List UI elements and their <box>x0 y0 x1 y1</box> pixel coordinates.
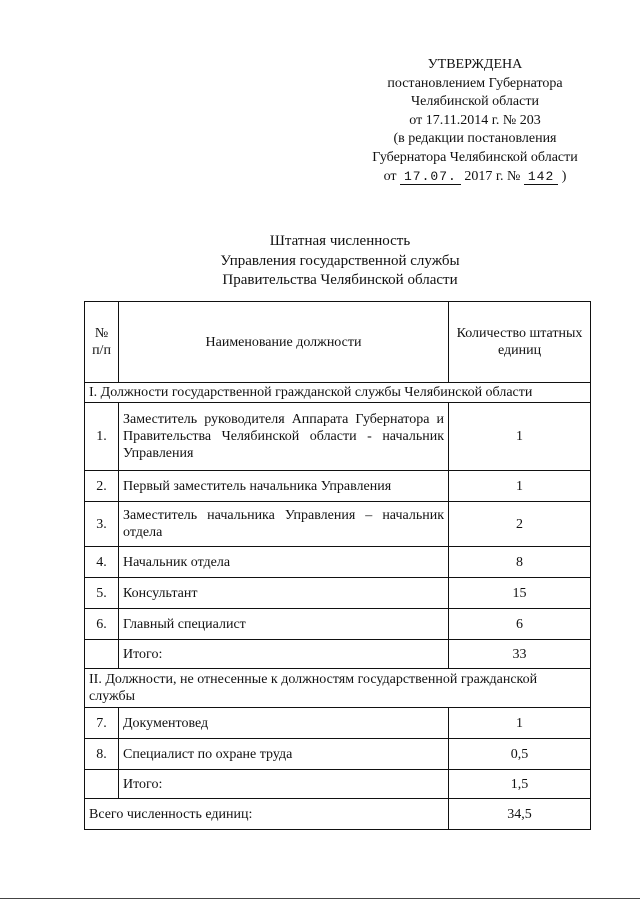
approval-line: (в редакции постановления <box>393 131 557 147</box>
row-name: Документовед <box>119 708 449 739</box>
row-num: 3. <box>85 502 119 547</box>
approval-revision-line <box>350 168 600 187</box>
row-num: 7. <box>85 708 119 739</box>
row-num: 2. <box>85 471 119 502</box>
header-name: Наименование должности <box>119 302 449 383</box>
subtotal-row <box>85 640 591 669</box>
approval-stamp <box>350 56 600 186</box>
table-header-row <box>85 302 591 383</box>
row-num: 1. <box>85 403 119 471</box>
row-num: 4. <box>85 547 119 578</box>
empty-cell <box>85 770 119 799</box>
revision-suffix: ) <box>561 168 567 184</box>
grand-total-label: Всего численность единиц: <box>85 799 449 830</box>
revision-number: 142 <box>524 170 558 185</box>
row-qty: 8 <box>449 547 591 578</box>
row-name: Начальник отдела <box>119 547 449 578</box>
section-row <box>85 669 591 708</box>
approval-line: Губернатора Челябинской области <box>372 149 578 165</box>
row-name: Главный специалист <box>119 609 449 640</box>
staff-table <box>84 301 591 830</box>
table-row <box>85 609 591 640</box>
title-line: Правительства Челябинской области <box>222 272 458 288</box>
table-row <box>85 739 591 770</box>
row-name: Заместитель руководителя Аппарата Губернатора и Правительства Челябинской области - начальник Управления <box>119 403 449 471</box>
row-qty: 6 <box>449 609 591 640</box>
approval-line: постановлением Губернатора <box>387 75 563 91</box>
grand-total-value: 34,5 <box>449 799 591 830</box>
header-qty: Количество штатных единиц <box>449 302 591 383</box>
row-name: Консультант <box>119 578 449 609</box>
header-num: № п/п <box>85 302 119 383</box>
row-qty: 1 <box>449 403 591 471</box>
row-num: 6. <box>85 609 119 640</box>
revision-year: 2017 г. № <box>464 168 521 184</box>
row-qty: 0,5 <box>449 739 591 770</box>
page-bottom-line <box>0 898 640 899</box>
subtotal-label: Итого: <box>119 640 449 669</box>
row-num: 5. <box>85 578 119 609</box>
document-title <box>140 232 540 291</box>
subtotal-value: 33 <box>449 640 591 669</box>
row-qty: 2 <box>449 502 591 547</box>
table-row <box>85 471 591 502</box>
row-qty: 1 <box>449 471 591 502</box>
approval-title: УТВЕРЖДЕНА <box>427 57 523 72</box>
row-qty: 15 <box>449 578 591 609</box>
title-line: Штатная численность <box>269 233 411 249</box>
table-row <box>85 547 591 578</box>
row-name: Заместитель начальника Управления – начальник отдела <box>119 502 449 547</box>
empty-cell <box>85 640 119 669</box>
table-row <box>85 708 591 739</box>
title-line: Управления государственной службы <box>220 252 460 269</box>
section-row <box>85 383 591 403</box>
table-row <box>85 502 591 547</box>
grand-total-row <box>85 799 591 830</box>
section-1-title: I. Должности государственной гражданской службы Челябинской области <box>85 383 591 403</box>
table-row <box>85 578 591 609</box>
subtotal-label: Итого: <box>119 770 449 799</box>
table-row <box>85 403 591 471</box>
approval-line: Челябинской области <box>411 94 539 110</box>
section-2-title: II. Должности, не отнесенные к должностям государственной гражданской службы <box>85 669 591 708</box>
revision-prefix: от <box>383 168 397 184</box>
row-qty: 1 <box>449 708 591 739</box>
subtotal-row <box>85 770 591 799</box>
row-name: Специалист по охране труда <box>119 739 449 770</box>
subtotal-value: 1,5 <box>449 770 591 799</box>
row-num: 8. <box>85 739 119 770</box>
approval-line: от 17.11.2014 г. № 203 <box>409 112 541 128</box>
revision-date: 17.07. <box>400 170 461 185</box>
row-name: Первый заместитель начальника Управления <box>119 471 449 502</box>
